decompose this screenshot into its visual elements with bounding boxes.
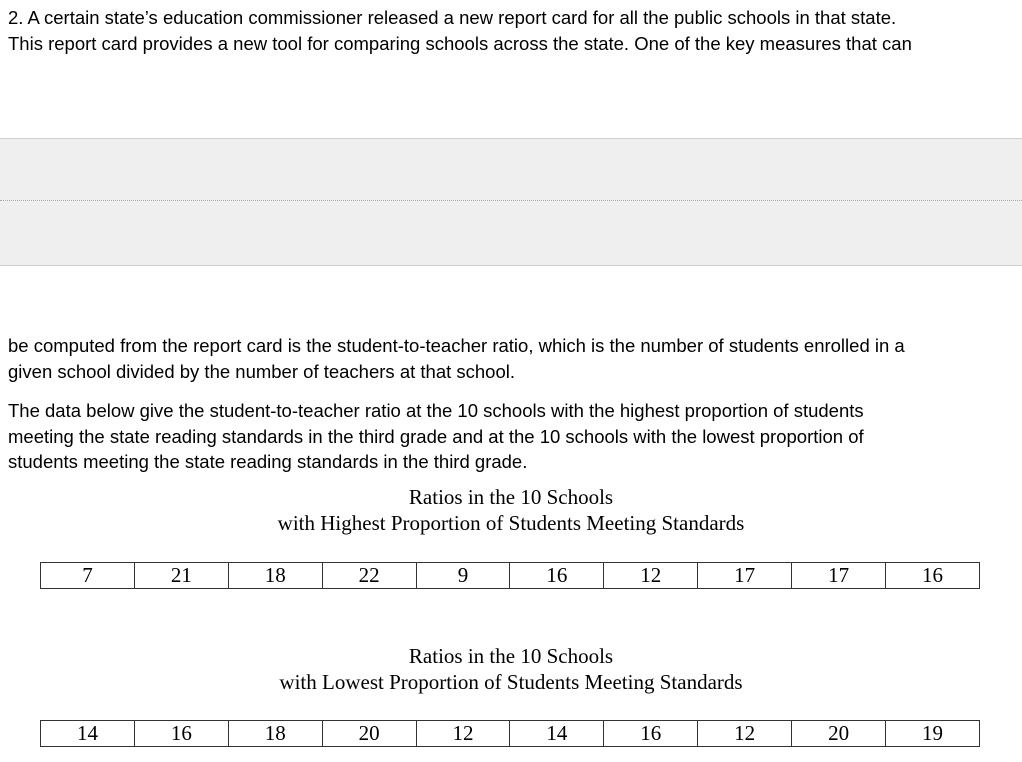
page-break-band-top (0, 138, 1022, 201)
question-continuation: be computed from the report card is the student-to-teacher ratio, which is the number of students enrolled in a given school divided by the number of teachers at that school. (8, 335, 905, 382)
highest-table-caption (0, 484, 1022, 536)
ratio-cell: 16 (510, 563, 604, 589)
lowest-caption-line1: Ratios in the 10 Schools (408, 644, 614, 668)
ratio-cell: 16 (134, 721, 228, 747)
ratio-cell: 17 (792, 563, 886, 589)
lowest-ratios-table (40, 720, 980, 747)
ratio-cell: 16 (604, 721, 698, 747)
ratio-cell: 12 (698, 721, 792, 747)
ratio-cell: 18 (228, 721, 322, 747)
ratio-cell: 16 (886, 563, 980, 589)
ratio-cell: 18 (228, 563, 322, 589)
lowest-caption-line2: with Lowest Proportion of Students Meeting Standards (279, 670, 743, 694)
lowest-table-caption (0, 643, 1022, 695)
table-row (41, 721, 980, 747)
ratio-cell: 9 (416, 563, 510, 589)
ratio-cell: 19 (886, 721, 980, 747)
highest-caption-line2: with Highest Proportion of Students Meeting Standards (277, 511, 745, 535)
page-break-band-bottom (0, 201, 1022, 266)
ratio-cell: 12 (604, 563, 698, 589)
ratio-cell: 21 (134, 563, 228, 589)
table-row (41, 563, 980, 589)
ratio-cell: 7 (41, 563, 135, 589)
question-intro: 2. A certain state’s education commissioner released a new report card for all the public schools in that state. This report card provides a new tool for comparing schools across the state. One of the key measures that can (8, 7, 912, 54)
highest-ratios-table (40, 562, 980, 589)
ratio-cell: 12 (416, 721, 510, 747)
ratio-cell: 14 (41, 721, 135, 747)
ratio-cell: 14 (510, 721, 604, 747)
highest-caption-line1: Ratios in the 10 Schools (408, 485, 614, 509)
ratio-cell: 20 (322, 721, 416, 747)
ratio-cell: 17 (698, 563, 792, 589)
ratio-cell: 22 (322, 563, 416, 589)
data-description: The data below give the student-to-teacher ratio at the 10 schools with the highest proportion of students meeting the state reading standards in the third grade and at the 10 schools with the lowest proportion of students meeting the state reading standards in the third grade. (8, 400, 864, 472)
ratio-cell: 20 (792, 721, 886, 747)
